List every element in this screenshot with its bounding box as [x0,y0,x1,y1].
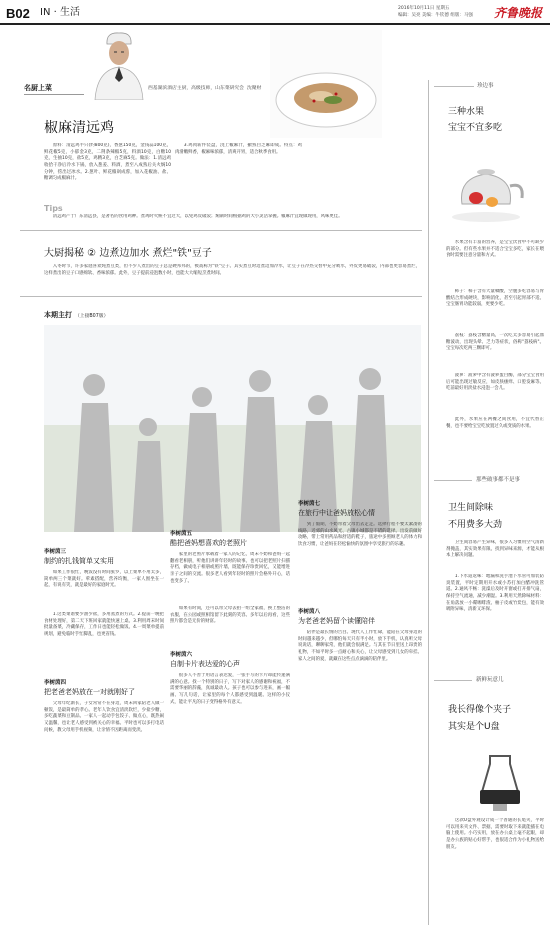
section-name: IN · 生活 [40,7,80,18]
right-col3-body-1: 这款U盘外观设计成一个普通的长尾夹，平时可以用来夹文件、票据，需要时取下来就能插在电脑上使用。小巧实用，放在办公桌上毫不起眼，却是办公族的贴心好帮手，也很适合作为小礼物送给朋友。 [446,818,544,850]
staff-line: 编辑：吴亮 美编：牛钦德 组版：马强 [398,13,473,18]
col2-body-2: 如果有时间，还可以带父母去拍一组全家福，换上整洁的衣服，在公园或照相馆留下此刻的笑容。多年以后再看，这些照片都会是无价的财富。 [170,605,290,625]
chef-name: 沈聚财 [246,86,262,91]
right-col1-body-1: 水果含有丰富的营养，是宝宝饮食中不可缺少的部分。但有些水果并不适合宝宝多吃，家长在喂食时需要注意分量和方式。 [446,240,544,259]
right-col1-title-1: 三种水果 [448,107,485,117]
weekly-col-1 [44,548,164,771]
col1-head-2: 李树茵四 [44,679,67,686]
section-code: B02 [6,6,30,21]
divider [434,680,472,681]
right-col1-body-5: 此外，水果应在两餐之间食用，不宜代替正餐，也不要给宝宝吃放置过久或变质的水果。 [446,417,544,429]
right-col1-title-2: 宝宝不宜多吃 [448,123,503,133]
right-col3-label: 新鲜玩意儿 [476,677,504,683]
weekly-sublabel: （上接B07版） [75,314,109,319]
chef-photo [90,30,148,100]
feature-body: 入冬时节，许多家庭喜欢炖煮豆类，但不少人煮出的豆子总是硬邦邦的，被戏称为"铁"豆子。其实煮豆时边煮边加冷水，让豆子在冷热交替中充分吸水，外皮更易破裂，内部也更容易煮烂，这样煮出的豆子口感绵软、香味浓郁。此外，豆子提前浸泡数小时，也能大大缩短烹煮时间。 [44,264,420,276]
right-col1-body-2: 柿子：柿子含有大量鞣酸，空腹多吃容易与胃酸结合形成硬块，影响消化，甚至引起胃部不适。宝宝肠胃功能较弱，更要少吃。 [446,289,544,308]
col1-body-1: 如果工作很忙，晚饭没有时间张罗，以上菜单不用太多，简单两三个菜就好。荤素搭配，营养均衡，一家人围坐在一起，有说有笑，就是最好的家庭时光。 [44,569,164,589]
col3-body-2: 陪伴是最长情的告白。现代人工作忙碌，能陪在父母身边的时间越来越少，但哪怕每天只有半小时，放下手机，认真听父母说说话，聊聊家常，他们就会很满足。与其在节日里送上昂贵的礼物，不如平时多一点耐心和关心，让父母感受到儿女的牵挂。家人之间的爱，就藏在这些点点滴滴的陪伴里。 [298,629,422,662]
right-col2-title-2: 不用费多大劲 [448,520,503,530]
right-col2-body-2: 1.下水道返味：地漏和洗手池下水管可加装防臭装置，平时定期用开水或小苏打加白醋冲洗管道。2.通风不畅：洗澡后及时开窗或打开排气扇，保持空气流通，减少潮湿。3.利用天然除味材料：在角落放一小碟咖啡渣、柚子皮或竹炭包，能有效吸附异味，清新又环保。 [446,574,544,613]
dish-photo [270,30,382,138]
col1-head-1: 李树茵三 [44,549,67,555]
col3-sub-1: 在旅行中让爸妈放松心情 [298,509,375,518]
col1-body-2: 1.这类菜谱要少油少盐，多用蒸煮的方式。2.提前一晚把食材处理好，第二天下班回家就能快速上桌。3.利用周末时间批量备菜，冷藏保存，工作日也能轻松做饭。4.一周菜单提前规划，避免临时手忙脚乱，也更省钱。 [44,611,164,638]
col2-head-1: 李树茵五 [170,531,193,537]
date-line: 2016年10月11日 星期五 [398,6,450,11]
col2-sub-1: 酷把爸妈想喜欢的老照片 [170,539,247,548]
tips-text: 清远鸡产于广东清远县，是著名的食用鸡种。煮鸡时火候不宜过大，以免鸡皮破裂；焖制时间根据鸡的大小灵活掌握。椒麻汁宜现做现用，风味更佳。 [52,214,343,219]
col1-sub-2: 把老爸老妈放在一对就刚好了 [44,688,135,697]
chef-column-label: 名厨上菜 [24,83,84,95]
divider [434,86,474,87]
col3-sub-2: 为老爸老妈留个读懂陪伴 [298,617,375,626]
tips-label: Tips [44,204,63,213]
chef-intro: 西基湖滨酒店主厨，高级技师，山东菜研究会 沈聚财 [148,86,262,91]
right-col1-body-4: 菠萝：菠萝中含有菠萝蛋白酶，部分宝宝食用后可能出现过敏反应，如皮肤瘙痒、口腔发麻等。吃前最好用淡盐水浸泡一会儿。 [446,373,544,392]
col3-body-1: 到了假期，不妨带着父母出去走走。选择行程不要太紧凑的线路，近郊的山水风光、古镇小城都是不错的选择。出发前做好攻略，带上常用药品和舒适的鞋子，旅途中多照顾老人的体力和饮食习惯，让爸妈在轻松愉快的氛围中享受旅行的乐趣。 [298,521,422,548]
col3-head-2: 李树茵八 [298,608,321,615]
divider [20,296,422,297]
right-col1-body-3: 荔枝：荔枝含糖量高，一次吃太多容易引起血糖波动，出现头晕、乏力等症状，俗称"荔枝病"。宝宝每次吃两三颗即可。 [446,333,544,352]
right-col3-title-2: 其实是个U盘 [448,722,500,732]
right-col1-label: 珍边事 [477,83,494,89]
right-col3-title-1: 我长得像个夹子 [448,705,512,715]
recipe-title: 椒麻清远鸡 [44,120,114,136]
recipe-body-1: 原料：清远鸡半只(约800克)，香葱150克，金钱蒜100克，鲜花椒5克，小郁金3克，二荆条辣椒5克，料酒10克，白糖10克，生抽10克，盐5克，鸡精3克，白芝麻5克。做法：1.清远鸡收拾干净后冷水下锅，放入葱姜、料酒，煮至八成熟后关火焖10分钟，捞出过冰水。2.葱叶、鲜花椒剁成蓉，加入花椒油、盐、糖调匀成椒麻汁。 [44,143,171,182]
weekly-col-3 [298,500,422,780]
weekly-col-2 [170,530,290,753]
kettle-photo [446,152,528,224]
col2-sub-2: 自制卡片表达爱的心声 [170,660,240,669]
col1-sub-1: 制约的扎钱简单又实用 [44,557,114,566]
recipe-body-2: 3.鸡肉斩件装盘，浇上椒麻汁，撒熟白芝麻即成。特点：鸡肉滑嫩鲜香，椒麻味浓郁，清爽开胃，适合秋季食用。 [175,143,302,155]
right-col2-body-1: 卫生间容易产生异味，很多人习惯用空气清新剂掩盖，其实效果有限。找到异味来源，才能从根本上解决问题。 [446,540,544,559]
col2-body-1: 家里的老照片承载着一家人的记忆，周末不妨和爸妈一起翻看老相册，听他们讲讲年轻时的故事。也可以把老照片扫描存档，做成电子相册或照片墙，既能保存珍贵回忆，又能增进亲子之间的交流。很多老人看到年轻时的照片会格外开心，话也变多了。 [170,551,290,584]
col3-head-1: 李树茵七 [298,501,321,507]
clip-photo [476,752,524,812]
column-rule [428,80,429,925]
feature-title: 大厨揭秘 ② 边煮边加水 煮烂"铁"豆子 [44,248,212,259]
right-col2-title-1: 卫生间除味 [448,503,494,513]
divider [20,230,422,231]
divider [434,480,472,481]
header-rule [0,23,550,25]
weekly-label: 本期主打 （上接B07版） [44,311,109,319]
col2-head-2: 李树茵六 [170,651,193,658]
col1-body-3: 父母年纪渐长，子女常常不在身边，周末回家陪老人做一顿饭，是最简单的孝心。老年人饮食宜清淡软烂，少盐少糖，多吃蔬菜和豆制品。一家人一起动手包饺子、做点心，既热闹又温馨，也让老人感受到被关心的幸福。平时也可以多打电话问候，教父母用手机视频，让亲情不因距离而变淡。 [44,700,164,733]
brand-logo: 齐鲁晚报 [494,6,543,20]
col2-body-3: 很多人不善于用语言表达爱，一张手写的卡片却能传递满满的心意。找一个特别的日子，写下对家人的感谢和祝福，不需要华丽的辞藻，真诚最动人。孩子也可以参与进来，画一幅画、写几句话，让家里的每个人都感受到温暖。这样的小仪式，能让平凡的日子变得格外有意义。 [170,672,290,705]
right-col2-label: 那些破事都不是事 [476,477,521,483]
